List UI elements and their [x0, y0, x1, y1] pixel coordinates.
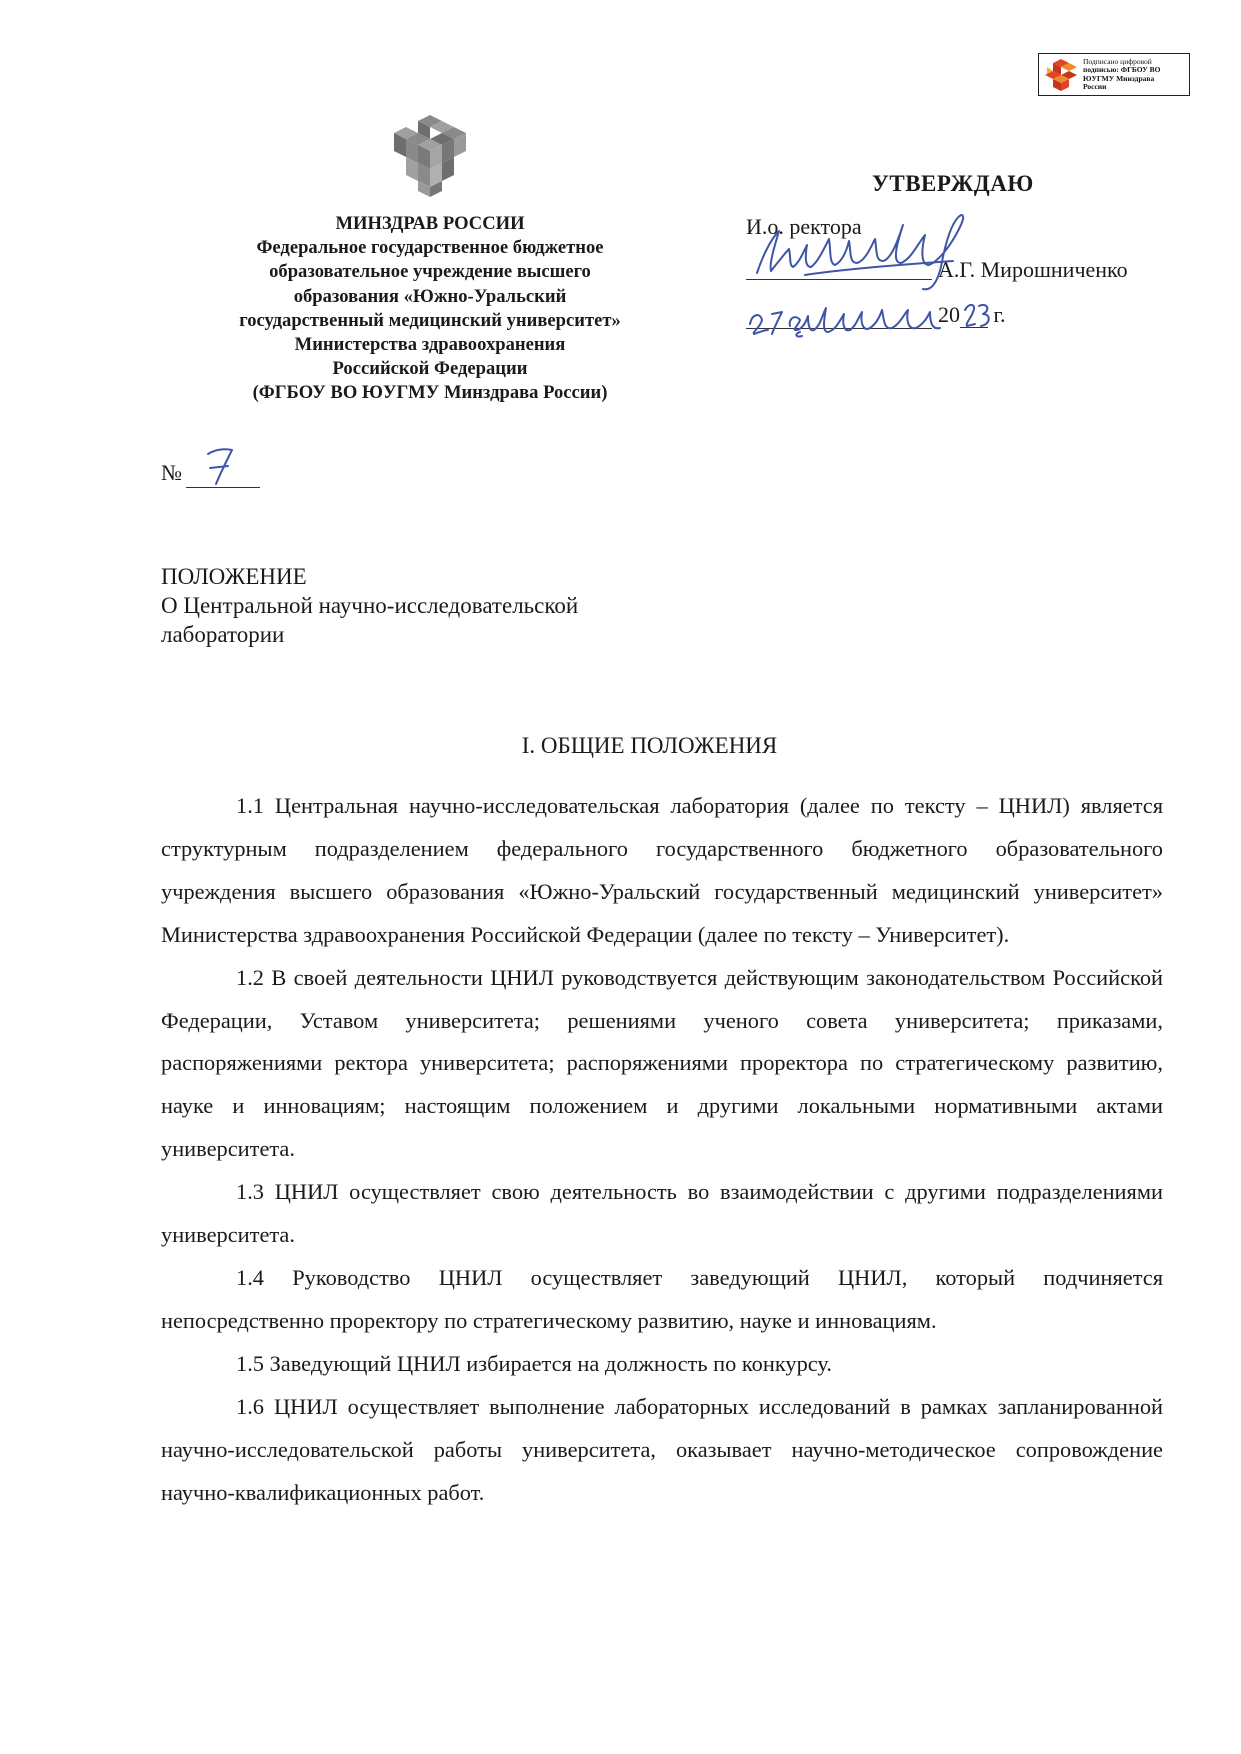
stamp-text [1083, 58, 1160, 91]
stamp-line: подписью: ФГБОУ ВО [1083, 65, 1161, 75]
paragraph: 1.4 Руководство ЦНИЛ осуществляет заведующий ЦНИЛ, который подчиняется непосредственно проректору по стратегическому развитию, науке и инновациям. [161, 1264, 1163, 1333]
org-line: образовательное учреждение высшего [269, 261, 591, 283]
org-line: Федеральное государственное бюджетное [256, 237, 604, 259]
org-line: образования «Южно-Уральский [293, 285, 567, 307]
approver-role: И.о. ректора [746, 214, 862, 239]
subject-line: О Центральной научно-исследовательской [161, 593, 579, 618]
approver-name: А.Г. Мирошниченко [938, 257, 1128, 282]
handwritten-year [961, 298, 995, 332]
approval-title: УТВЕРЖДАЮ [872, 171, 1034, 196]
document-number-label: № [161, 460, 182, 485]
document-type: ПОЛОЖЕНИЕ [161, 564, 307, 589]
section-heading: I. ОБЩИЕ ПОЛОЖЕНИЯ [521, 733, 778, 758]
handwritten-document-number [200, 444, 240, 488]
org-line: (ФГБОУ ВО ЮУГМУ Минздрава России) [252, 382, 608, 404]
org-line: МИНЗДРАВ РОССИИ [335, 213, 525, 234]
org-line: Российской Федерации [332, 358, 528, 380]
paragraph: 1.6 ЦНИЛ осуществляет выполнение лабораторных исследований в рамках запланированной научно-исследовательской работы университета, оказывает научно-методическое сопровождение научно-квалификационных работ. [161, 1393, 1163, 1505]
ministry-logo-icon [390, 113, 470, 199]
stamp-line: ЮУГМУ Минздрава [1083, 73, 1155, 83]
paragraph: 1.1 Центральная научно-исследовательская лаборатория (далее по тексту – ЦНИЛ) является структурным подразделением федерального государственного бюджетного образовательного учреждения высшего образования «Южно-Уральский государственный медицинский университет» Министерства здравоохранения Российской Федерации (далее по тексту – Университет). [161, 793, 1163, 947]
university-logo-icon [1043, 57, 1079, 93]
handwritten-signature [745, 205, 1005, 295]
year-prefix: 20 [938, 302, 960, 327]
org-line: Министерства здравоохранения [294, 334, 566, 356]
year-suffix: г. [988, 302, 1006, 327]
stamp-line: Подписано цифровой [1083, 57, 1152, 67]
subject-line: лаборатории [161, 621, 285, 647]
body-text [161, 785, 1163, 1514]
org-line: государственный медицинский университет» [239, 309, 621, 331]
document-subject [161, 592, 641, 649]
digital-signature-stamp [1038, 53, 1190, 96]
paragraph: 1.2 В своей деятельности ЦНИЛ руководствуется действующим законодательством Российской Федерации, Уставом университета; решениями ученого совета университета; приказами, распоряжениями ректора университета; распоряжениями проректора по стратегическому развитию, науке и инновациям; настоящим положением и другими локальными нормативными актами университета. [161, 964, 1163, 1162]
organization-header [190, 212, 670, 406]
stamp-line: России [1083, 81, 1107, 91]
handwritten-date [742, 290, 992, 340]
paragraph: 1.5 Заведующий ЦНИЛ избирается на должность по конкурсу. [236, 1350, 832, 1376]
paragraph: 1.3 ЦНИЛ осуществляет свою деятельность во взаимодействии с другими подразделениями университета. [161, 1179, 1163, 1248]
